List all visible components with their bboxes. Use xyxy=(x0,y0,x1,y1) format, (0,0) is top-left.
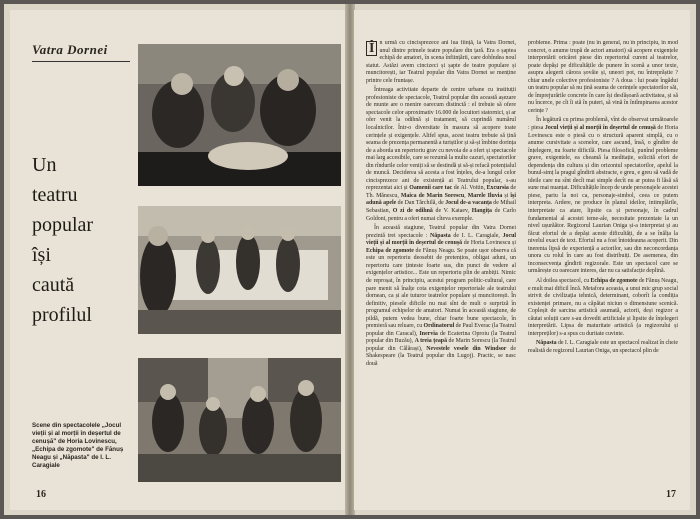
paragraph: probleme. Prima : poate (nu în general, nu în principiu, în mod concret, o anume trupă de actori amatori) să acopere exigențele interpretării oricărei piese din repertoriul curent al teatrelor, poate depăși pe dificultățile de punere în scenă a unor texte, asupra alegerii cărora șovăie și, uneori pot, nu întreprăștie ? chiar unele colective profesioniste ? A doua : lui poate îngădui un teatru popular să nu țină seama de cerințele spectatorilor săi, de împrejurările concrete în care își desfășoară activitatea, și să nu încerce, pe cît îi stă în puteri, să vină în întîmpinarea acestor cerințe ? xyxy=(528,40,678,114)
headline-line: popular xyxy=(32,214,94,236)
headline-line: Un xyxy=(32,154,57,176)
theatre-photo-2 xyxy=(138,206,341,334)
right-page xyxy=(354,10,690,510)
headline-line: își xyxy=(32,244,51,266)
paragraph: Al doilea spectacol, cu Echipa de zgomote de Fănuș Neagu, e mult mai dificil încă. Metafora aceasta, a unui mic grup social strivit de civilizația tehnică, determinant, coborît la condiția existenței primare, nu a căpătat niciun o dimensiune scenică. Copleșit de sarcina artistică asumată, actorii, deși regizor a căutat soluții care s-au dovedit artificiale și lipsite de înțelegeri interpretării. Lipsa de maturitate artistică (a regizorului și interpreților) s-a spus cu duritate cuvinte. xyxy=(528,277,678,337)
theatre-photo-1 xyxy=(138,44,341,186)
text-column-1 xyxy=(366,40,516,495)
section-title: Vatra Dornei xyxy=(32,42,130,62)
paragraph: Năpasta de I. L. Caragiale este un spectacol realizat în cheie realistă de regizorul Laurian Oniga, un spectacol plin de xyxy=(528,340,678,354)
title-block xyxy=(32,30,130,430)
paragraph: În legătură cu prima problemă, vînt de observat următoarele : piesa Jocul vieții și al morții în deșertul de cenușă de Horia Lovinescu este o piesă cu o structură aparent simplă, cu o anume cursivitate a scenelor, care ascund, însă, o gîndire de înțelegere, nu foarte dificilă. Piesa filosofică, punînd probleme grave, exigentele, ea cheamă la meditație, solicită efort de dependența din cultura și din orizontul spectatorilor, apelul la bunul-simț la pragul gîndirii abstracte, e greu, e greu să vadă de ideile care nu sînt decît mai simple decît nu ar putea fi lăsă să sune mai nuanțat. Dificultățile încep de unde personajele acestei piese, pariu la noi ca, personaje-simbol, ceea ce putem interpreta. Ardere, ne produce în planul ideilor, intimplările, interpretate ca atare, lipsite ca și personaje, în cadrul fundamental al acestei teme-ale, necesitate prezentate la un nivel ușurăător. Regizorul Laurian Oniga și-a interpretat și au făcut efortul de a depăși aceste dificultăți, de a se înălța la nivelul exact de text. Efortul nu a fost întotdeauna acoperit. Din inerenta lipsă de experiență a actorilor, sau din neconcordanța unora cu rolul în care au fost distribuiți. De asemenea, din inconsecvența gîndirii regizorale. Este un spectacol care se urmărește cu oarecare interes, dar nu ca satisfacție deplină. xyxy=(528,117,678,275)
article-headline xyxy=(32,150,130,330)
headline-line: caută xyxy=(32,274,75,296)
paragraph: Întreaga activitate departe de centre urbane cu instituții profesioniste de spectacole, Teatrul popular din această așezare de munte are o menire oarecum distinctă : el trebuie să ofere spectacole celor aproximativ 16.000 de locuitori statornici, și ar ofer venit la odihnă și tratament, să cuprindă numărul localnicilor. Într-o diversitate în masura să acopere toate cerințele și exigențele. Altfel spus, acest teatru trebuie să țină seama de prezența permanentă a turiștilor și să-și îmbine dorința de a aborda un repertoriu grav cu nevoia de a oferi și spectacole mai larg accesibile, care se rezumă la multe cazuri, spectatorilor din rîndurile celor veniți să se destindă și să-și refacă potențialul de muncă. Deciderea să acesta a fost înțeles, de-a lungul celor cincisprezece ani de existență ai Teatrului popular, s-au reprezentat aici și Oamenii care tac de Al. Voitin, Excursia de Th. Mănescu, Maica de Marin Sorescu, Marele Iluvia și își adună apele de Dan Tărchilă, de Jocul de-a vacanța de Mihail Sebastian, O zi de odihnă de V. Kataev, Hangița de Carlo Goldoni, pentru a oferi numai cîteva exemple. xyxy=(366,87,516,222)
photo-caption: Scene din spectacolele „Jocul vieții și al morții în deșertul de cenușă" de Horia Lovinescu, „Echipa de zgomote" de Fănuș Neagu și „Năpasta" de I. L. Caragiale xyxy=(32,422,124,469)
headline-line: profilul xyxy=(32,304,92,326)
drop-cap: Î xyxy=(366,41,377,56)
page-number-right: 17 xyxy=(666,489,676,500)
paragraph: Î n urmă cu cincisprezece ani lua ființă, la Vatra Dornei, unul dintre primele teatre populare din țară. Era o șaptea echipă de amatori, în scena înființării, care dobîndea noul statut. Astăzi avem cincizeci și șapte de teatre populare și muncitorești, iar Teatrul popular din Vatra Dornei se menține printre cele fruntașe. xyxy=(366,40,516,84)
magazine-spread xyxy=(4,4,696,515)
theatre-photo-3 xyxy=(138,358,341,482)
left-page xyxy=(10,10,346,510)
text-column-2 xyxy=(528,40,678,495)
paragraph: În această stagiune, Teatrul popular din Vatra Dornei prezintă trei spectacole : Năpasta de I. L. Caragiale, Jocul vieții și al morții în deșertul de cenușă de Horia Lovinescu și Echipa de zgomote de Fănuș Neagu. Se poate ușor observa că este un repertoriu deosebit de pretențios, obligat aduni, un repertoriu care ținteste foarte sus, din punct de vedere al exigențelor artistice... Este un repertoriu plin de ambiții. Nimic de reproșat, în principiu, acestui program politic-cultural, care pare menit să înalțe cota exigențelor repertoriale ale teatrului dornean, ca și ale tuturor teatrelor populare și muncitorești. În definitiv, piesele dificile nu mai sînt de mult o surpriză în programul echipelor de amatori. Numai în această stagiune, de pildă, putem vedea bune, chiar foarte bune spectacole, în premieră sau reluare, cu Ordinatorul de Paul Everac (la Teatrul popular din Caracal), Inervia de Ecaterina Oproiu (la Teatrul popular din Buzău), A treia țeapă de Marin Sorescu (la Teatrul popular din Călărași), Nevestele vesele din Windsor de Shakespeare (la Teatrul popular din Lugoj). Practic, se nasc două xyxy=(366,225,516,367)
page-number-left: 16 xyxy=(36,489,46,500)
headline-line: teatru xyxy=(32,184,78,206)
